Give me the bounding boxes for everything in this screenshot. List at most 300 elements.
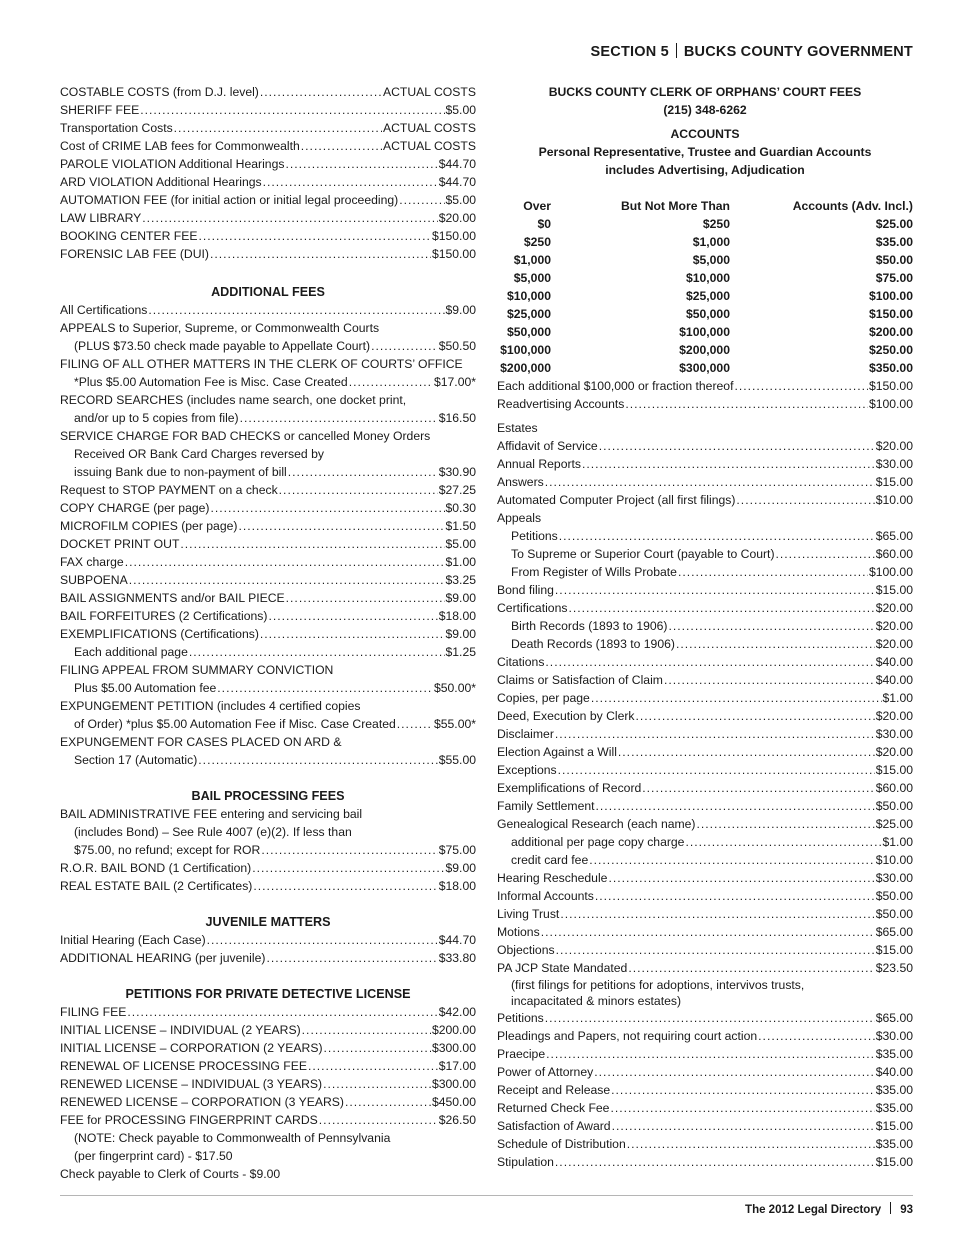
- accounts-table-cell: $25.00: [875, 217, 913, 231]
- fee-row: [497, 941, 913, 959]
- fee-label: Deed, Execution by Clerk: [497, 709, 635, 723]
- dot-leader: [568, 599, 874, 617]
- fee-amount: $26.50: [438, 1113, 476, 1127]
- dot-leader: [252, 859, 444, 877]
- header-not-more-than: But Not More Than: [621, 199, 730, 213]
- accounts-table-row: [497, 269, 913, 287]
- fee-label: Annual Reports: [497, 457, 582, 471]
- fee-label: PAROLE VIOLATION Additional Hearings: [60, 157, 285, 171]
- dot-leader: [207, 931, 438, 949]
- fee-amount: $10.00: [875, 493, 913, 507]
- fee-row: [60, 607, 476, 625]
- dot-leader: [399, 191, 444, 209]
- dot-leader: [238, 517, 444, 535]
- fee-amount: $0.30: [445, 501, 476, 515]
- accounts-table-cell: $5,000: [513, 271, 551, 285]
- fee-row: [497, 689, 913, 707]
- fee-row: [497, 797, 913, 815]
- fee-row: [60, 535, 476, 553]
- fee-amount: $27.25: [438, 483, 476, 497]
- fee-amount: $300.00: [431, 1077, 476, 1091]
- fee-note-line: EXPUNGEMENT PETITION (includes 4 certified copies: [60, 699, 361, 713]
- dot-leader: [319, 1111, 438, 1129]
- fee-amount: $20.00: [875, 637, 913, 651]
- fee-label: RENEWAL OF LICENSE PROCESSING FEE: [60, 1059, 307, 1073]
- dot-leader: [596, 797, 875, 815]
- fee-amount: $15.00: [875, 1155, 913, 1169]
- fee-amount: $15.00: [875, 943, 913, 957]
- dot-leader: [371, 337, 438, 355]
- fee-row: [497, 455, 913, 473]
- dot-leader: [734, 377, 867, 395]
- accounts-table-cell: $1,000: [513, 253, 551, 267]
- fee-label: Living Trust: [497, 907, 560, 921]
- fee-row: [60, 715, 476, 733]
- dot-leader: [308, 1057, 438, 1075]
- fee-amount: $65.00: [875, 529, 913, 543]
- fee-amount: $15.00: [875, 583, 913, 597]
- dot-leader: [279, 481, 438, 499]
- fee-note-line: BAIL ADMINISTRATIVE FEE entering and servicing bail: [60, 807, 363, 821]
- fee-label: Satisfaction of Award: [497, 1119, 611, 1133]
- right-column: [497, 83, 913, 1171]
- fee-amount: $5.00: [445, 193, 476, 207]
- fee-label: Returned Check Fee: [497, 1101, 610, 1115]
- fee-note-line: EXPUNGEMENT FOR CASES PLACED ON ARD &: [60, 735, 342, 749]
- dot-leader: [345, 1093, 431, 1111]
- fee-row: [60, 481, 476, 499]
- fee-label: Transportation Costs: [60, 121, 173, 135]
- dot-leader: [642, 779, 874, 797]
- fee-label: Power of Attorney: [497, 1065, 594, 1079]
- fee-amount: $9.00: [445, 627, 476, 641]
- fee-row: [60, 245, 476, 263]
- fee-label: COPY CHARGE (per page): [60, 501, 210, 515]
- fee-row: [497, 815, 913, 833]
- dot-leader: [545, 473, 875, 491]
- accounts-subtitle-1: Personal Representative, Trustee and Guardian Accounts: [538, 145, 872, 159]
- dot-leader: [129, 571, 445, 589]
- dot-leader: [268, 607, 437, 625]
- fee-row: [497, 959, 913, 977]
- dot-leader: [610, 1099, 874, 1117]
- fee-row: [497, 491, 913, 509]
- fee-label: Petitions: [497, 1011, 544, 1025]
- dot-leader: [260, 83, 382, 101]
- dot-leader: [546, 1045, 875, 1063]
- fee-amount: $300.00: [431, 1041, 476, 1055]
- accounts-table-cell: $350.00: [868, 361, 913, 375]
- dot-leader: [288, 463, 438, 481]
- dot-leader: [608, 869, 874, 887]
- fee-amount: $10.00: [875, 853, 913, 867]
- dot-leader: [599, 437, 875, 455]
- dot-leader: [669, 617, 875, 635]
- fee-amount: $18.00: [438, 609, 476, 623]
- fee-row: [60, 1093, 476, 1111]
- dot-leader: [189, 643, 445, 661]
- fee-note-line: FILING OF ALL OTHER MATTERS IN THE CLERK OF COURTS’ OFFICE: [60, 357, 463, 371]
- fee-note-line: (first filings for petitions for adoptions, intervivos trusts,: [511, 978, 805, 992]
- dot-leader: [285, 155, 437, 173]
- fee-row: [497, 1099, 913, 1117]
- accounts-subtitle-2: includes Advertising, Adjudication: [605, 163, 805, 177]
- detective-license-title: PETITIONS FOR PRIVATE DETECTIVE LICENSE: [125, 987, 411, 1001]
- fee-row: [60, 517, 476, 535]
- fee-row: [497, 653, 913, 671]
- fee-amount: $9.00: [445, 303, 476, 317]
- orphans-court-title: BUCKS COUNTY CLERK OF ORPHANS’ COURT FEES: [548, 85, 862, 99]
- accounts-table-header: [497, 197, 913, 215]
- fee-row: [60, 877, 476, 895]
- fee-amount: $50.00*: [433, 681, 476, 695]
- fee-row: [60, 301, 476, 319]
- accounts-table-cell: $1,000: [692, 235, 730, 249]
- fee-row: [60, 841, 476, 859]
- fee-label: Each additional page: [74, 645, 188, 659]
- fee-row: [60, 931, 476, 949]
- fee-label: RENEWED LICENSE – CORPORATION (3 YEARS): [60, 1095, 344, 1109]
- fee-row: [60, 373, 476, 391]
- fee-row: [60, 1021, 476, 1039]
- fee-amount: $5.00: [445, 537, 476, 551]
- fee-note-line: Received OR Bank Card Charges reversed by: [74, 447, 324, 461]
- dot-leader: [545, 1009, 875, 1027]
- fee-row: [497, 923, 913, 941]
- dot-leader: [253, 877, 437, 895]
- fee-label: DOCKET PRINT OUT: [60, 537, 180, 551]
- fee-row: [60, 1039, 476, 1057]
- fee-amount: $450.00: [431, 1095, 476, 1109]
- fee-label: additional per page copy charge: [511, 835, 685, 849]
- fee-row: [60, 191, 476, 209]
- left-column: [60, 83, 476, 1183]
- fee-label: Request to STOP PAYMENT on a check: [60, 483, 278, 497]
- fee-row: [497, 1135, 913, 1153]
- fee-amount: $60.00: [875, 547, 913, 561]
- accounts-table-cell: $50.00: [875, 253, 913, 267]
- fees-top-list: [60, 83, 476, 263]
- fee-amount: $15.00: [875, 1119, 913, 1133]
- accounts-table-row: [497, 215, 913, 233]
- accounts-table-row: [497, 305, 913, 323]
- accounts-table-row: [497, 233, 913, 251]
- dot-leader: [142, 209, 437, 227]
- fee-amount: $33.80: [438, 951, 476, 965]
- fee-amount: $100.00: [868, 397, 913, 411]
- fee-label: Praecipe: [497, 1047, 546, 1061]
- fee-amount: $55.00*: [433, 717, 476, 731]
- fee-label: BOOKING CENTER FEE: [60, 229, 198, 243]
- dot-leader: [286, 589, 445, 607]
- fee-row: [60, 679, 476, 697]
- fee-row: [60, 209, 476, 227]
- fee-amount: $30.00: [875, 727, 913, 741]
- fee-amount: $65.00: [875, 925, 913, 939]
- fee-label: LAW LIBRARY: [60, 211, 142, 225]
- fee-row: [60, 409, 476, 427]
- fee-note-line: Estates: [497, 421, 538, 435]
- fee-row: [60, 499, 476, 517]
- accounts-table-cell: $200.00: [868, 325, 913, 339]
- fee-row: [497, 395, 913, 413]
- fee-amount: $55.00: [438, 753, 476, 767]
- fee-note-line: Appeals: [497, 511, 542, 525]
- dot-leader: [582, 455, 875, 473]
- fee-amount: $50.50: [438, 339, 476, 353]
- fee-label: and/or up to 5 copies from file): [74, 411, 239, 425]
- fee-amount: $17.00*: [433, 375, 476, 389]
- accounts-title: ACCOUNTS: [670, 127, 740, 141]
- dot-leader: [625, 395, 868, 413]
- fee-amount: $65.00: [875, 1011, 913, 1025]
- dot-leader: [301, 137, 382, 155]
- fee-amount: $75.00: [438, 843, 476, 857]
- fee-amount: ACTUAL COSTS: [382, 121, 476, 135]
- fee-label: Pleadings and Papers, not requiring court action: [497, 1029, 758, 1043]
- accounts-table-cell: $250: [702, 217, 730, 231]
- dot-leader: [776, 545, 875, 563]
- fee-amount: $1.00: [882, 691, 913, 705]
- fee-amount: $20.00: [438, 211, 476, 225]
- fee-label: REAL ESTATE BAIL (2 Certificates): [60, 879, 253, 893]
- fee-amount: $1.00: [445, 555, 476, 569]
- accounts-table-cell: $25,000: [685, 289, 730, 303]
- fee-amount: $25.00: [875, 817, 913, 831]
- accounts-table-cell: $300,000: [679, 361, 730, 375]
- orphans-court-phone: (215) 348-6262: [663, 103, 747, 117]
- fee-row: [497, 1027, 913, 1045]
- fee-row: [497, 779, 913, 797]
- dot-leader: [198, 751, 437, 769]
- dot-leader: [180, 535, 444, 553]
- fee-amount: $50.00: [875, 889, 913, 903]
- fee-note-line: incapacitated & minors estates): [511, 994, 682, 1008]
- fee-amount: $1.00: [882, 835, 913, 849]
- fee-amount: $30.00: [875, 871, 913, 885]
- footer-divider: [890, 1202, 891, 1214]
- fee-label: R.O.R. BAIL BOND (1 Certification): [60, 861, 252, 875]
- dot-leader: [349, 373, 433, 391]
- accounts-table-cell: $100,000: [500, 343, 551, 357]
- fee-row: [60, 1057, 476, 1075]
- fee-row: [497, 1063, 913, 1081]
- fee-label: Cost of CRIME LAB fees for Commonwealth: [60, 139, 300, 153]
- fee-row: [497, 761, 913, 779]
- fee-amount: $1.25: [445, 645, 476, 659]
- fee-amount: $35.00: [875, 1101, 913, 1115]
- fee-amount: $3.25: [445, 573, 476, 587]
- fee-amount: $9.00: [445, 861, 476, 875]
- dot-leader: [266, 949, 437, 967]
- fee-label: Death Records (1893 to 1906): [511, 637, 675, 651]
- section-label: SECTION 5: [590, 44, 669, 60]
- page-number: 93: [900, 1204, 913, 1216]
- accounts-table-row: [497, 359, 913, 377]
- dot-leader: [758, 1027, 875, 1045]
- fee-row: [60, 155, 476, 173]
- accounts-table-row: [497, 341, 913, 359]
- fee-row: [497, 887, 913, 905]
- fee-label: Readvertising Accounts: [497, 397, 625, 411]
- fee-row: [60, 571, 476, 589]
- fee-row: [497, 437, 913, 455]
- after-table-list: [497, 377, 913, 413]
- bail-processing-list: [60, 805, 476, 895]
- fee-amount: $44.70: [438, 157, 476, 171]
- accounts-table-cell: $100.00: [868, 289, 913, 303]
- fee-amount: $150.00: [431, 229, 476, 243]
- accounts-table-cell: $25,000: [506, 307, 551, 321]
- dot-leader: [685, 833, 881, 851]
- fee-row: [60, 859, 476, 877]
- fee-note-line: (per fingerprint card) - $17.50: [74, 1149, 233, 1163]
- fee-label: (PLUS $73.50 check made payable to Appellate Court): [74, 339, 371, 353]
- dot-leader: [611, 1081, 875, 1099]
- dot-leader: [217, 679, 433, 697]
- dot-leader: [148, 301, 444, 319]
- dot-leader: [541, 923, 875, 941]
- dot-leader: [174, 119, 382, 137]
- fee-label: MICROFILM COPIES (per page): [60, 519, 238, 533]
- fee-row: [60, 643, 476, 661]
- fee-amount: $150.00: [431, 247, 476, 261]
- fee-row: [497, 833, 913, 851]
- fee-amount: $200.00: [431, 1023, 476, 1037]
- fee-amount: $40.00: [875, 1065, 913, 1079]
- estates-list: [497, 419, 913, 1171]
- dot-leader: [127, 1003, 437, 1021]
- fee-label: FILING FEE: [60, 1005, 127, 1019]
- fee-label: FORENSIC LAB FEE (DUI): [60, 247, 209, 261]
- fee-amount: $44.70: [438, 175, 476, 189]
- fee-amount: $20.00: [875, 619, 913, 633]
- fee-label: Hearing Reschedule: [497, 871, 608, 885]
- fee-label: Exceptions: [497, 763, 557, 777]
- fee-label: Section 17 (Automatic): [74, 753, 198, 767]
- fee-row: [497, 743, 913, 761]
- dot-leader: [589, 851, 874, 869]
- fee-label: EXEMPLIFICATIONS (Certifications): [60, 627, 259, 641]
- fee-label: Citations: [497, 655, 545, 669]
- dot-leader: [628, 959, 874, 977]
- fee-label: ADDITIONAL HEARING (per juvenile): [60, 951, 266, 965]
- fee-amount: $9.00: [445, 591, 476, 605]
- accounts-table-cell: $10,000: [506, 289, 551, 303]
- fee-label: BAIL FORFEITURES (2 Certifications): [60, 609, 268, 623]
- dot-leader: [595, 887, 875, 905]
- fee-amount: $30.00: [875, 1029, 913, 1043]
- fee-amount: $20.00: [875, 709, 913, 723]
- publication-name: The 2012 Legal Directory: [745, 1204, 882, 1216]
- fee-row: [497, 851, 913, 869]
- dot-leader: [676, 635, 875, 653]
- fee-label: AUTOMATION FEE (for initial action or initial legal proceeding): [60, 193, 399, 207]
- dot-leader: [555, 581, 875, 599]
- fee-row: [60, 553, 476, 571]
- fee-row: [497, 377, 913, 395]
- fee-amount: $50.00: [875, 799, 913, 813]
- accounts-table-cell: $200,000: [500, 361, 551, 375]
- accounts-table-cell: $10,000: [685, 271, 730, 285]
- fee-amount: $35.00: [875, 1137, 913, 1151]
- fee-label: Stipulation: [497, 1155, 554, 1169]
- fee-note-line: Check payable to Clerk of Courts - $9.00: [60, 1167, 281, 1181]
- fee-amount: $1.50: [445, 519, 476, 533]
- fee-amount: $16.50: [438, 411, 476, 425]
- fee-label: FEE for PROCESSING FINGERPRINT CARDS: [60, 1113, 318, 1127]
- page-footer: [745, 1202, 913, 1216]
- accounts-table-cell: $50,000: [506, 325, 551, 339]
- accounts-table-row: [497, 251, 913, 269]
- fee-row: [60, 949, 476, 967]
- fee-amount: $30.00: [875, 457, 913, 471]
- fee-row: [60, 1111, 476, 1129]
- fee-amount: $40.00: [875, 673, 913, 687]
- dot-leader: [545, 653, 874, 671]
- fee-label: Initial Hearing (Each Case): [60, 933, 206, 947]
- accounts-table-cell: $75.00: [875, 271, 913, 285]
- fee-label: Birth Records (1893 to 1906): [511, 619, 668, 633]
- accounts-table-cell: $5,000: [692, 253, 730, 267]
- dot-leader: [397, 715, 433, 733]
- fee-label: INITIAL LICENSE – INDIVIDUAL (2 YEARS): [60, 1023, 301, 1037]
- fee-label: Disclaimer: [497, 727, 554, 741]
- dot-leader: [558, 761, 875, 779]
- page-header: [591, 43, 913, 60]
- fee-row: [497, 1081, 913, 1099]
- fee-label: SUBPOENA: [60, 573, 128, 587]
- fee-label: All Certifications: [60, 303, 148, 317]
- dot-leader: [591, 689, 882, 707]
- dot-leader: [560, 905, 874, 923]
- fee-row: [60, 337, 476, 355]
- fee-label: credit card fee: [511, 853, 589, 867]
- fee-row: [60, 137, 476, 155]
- accounts-table-cell: $35.00: [875, 235, 913, 249]
- fee-row: [497, 599, 913, 617]
- fee-label: From Register of Wills Probate: [511, 565, 677, 579]
- fee-row: [497, 545, 913, 563]
- fee-row: [60, 101, 476, 119]
- dot-leader: [559, 527, 875, 545]
- fee-label: of Order) *plus $5.00 Automation Fee if Misc. Case Created: [74, 717, 396, 731]
- fee-row: [497, 617, 913, 635]
- dot-leader: [260, 625, 445, 643]
- fee-row: [60, 119, 476, 137]
- dot-leader: [636, 707, 875, 725]
- fee-amount: $15.00: [875, 475, 913, 489]
- fee-row: [60, 1075, 476, 1093]
- accounts-table-cell: $250: [523, 235, 551, 249]
- dot-leader: [697, 815, 875, 833]
- fee-note-line: SERVICE CHARGE FOR BAD CHECKS or cancelled Money Orders: [60, 429, 431, 443]
- fee-amount: $5.00: [445, 103, 476, 117]
- dot-leader: [612, 1117, 875, 1135]
- additional-fees-list: [60, 301, 476, 769]
- detective-license-list: [60, 1003, 476, 1183]
- dot-leader: [140, 101, 444, 119]
- accounts-table-body: [497, 215, 913, 377]
- fee-amount: $20.00: [875, 439, 913, 453]
- fee-row: [497, 707, 913, 725]
- fee-amount: $150.00: [868, 379, 913, 393]
- fee-amount: $30.90: [438, 465, 476, 479]
- section-title: BUCKS COUNTY GOVERNMENT: [683, 44, 913, 60]
- accounts-table-row: [497, 323, 913, 341]
- footer-rule: [60, 1195, 913, 1196]
- header-accounts: Accounts (Adv. Incl.): [792, 199, 913, 213]
